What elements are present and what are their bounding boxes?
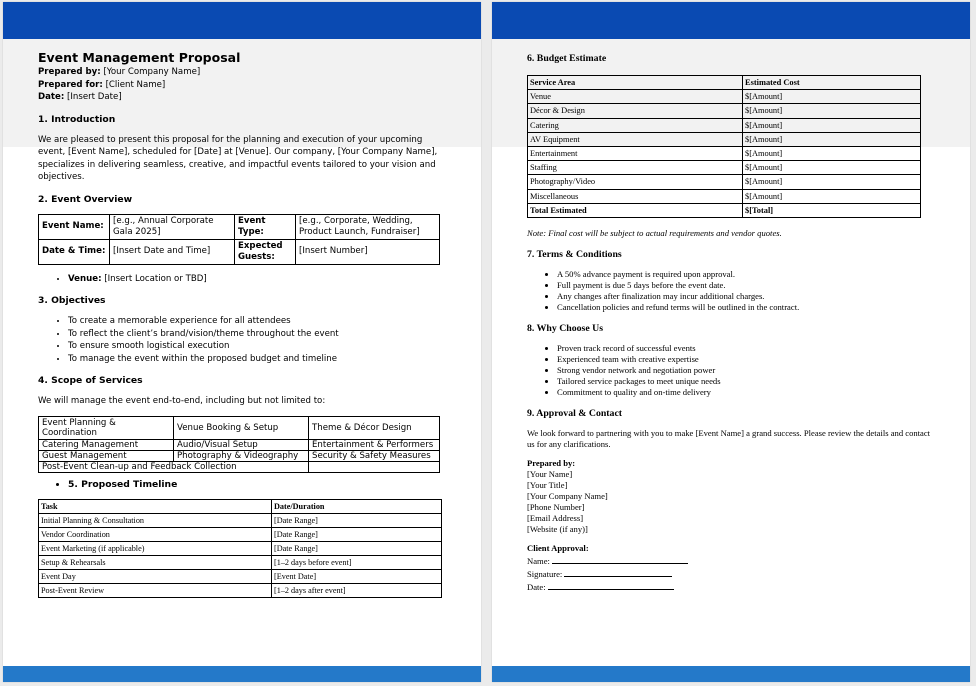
table-cell: Venue Booking & Setup [174, 416, 309, 439]
table-cell: [1–2 days after event] [272, 584, 442, 598]
table-row [528, 161, 921, 175]
table-cell: Catering [528, 118, 743, 132]
table-cell: Security & Safety Measures [309, 450, 440, 461]
column-header: Task [39, 500, 272, 514]
table-cell: [Date Range] [272, 514, 442, 528]
table-row [39, 239, 440, 264]
timeline-table [38, 499, 442, 598]
prepared-by-label: Prepared by: [527, 458, 576, 469]
table-cell: Entertainment [528, 147, 743, 161]
approval-paragraph: We look forward to partnering with you to make [Event Name] a grand success. Please review the details and contact us for any clarifications. [527, 428, 931, 450]
page-1-content [38, 50, 448, 598]
why-list [527, 343, 937, 398]
prepared-by-block [527, 458, 937, 535]
document-page-1 [3, 2, 481, 682]
date-time-label: Date & Time: [39, 239, 110, 264]
list-item: • Tailored service packages to meet unique needs [557, 376, 937, 387]
table-cell: [Date Range] [272, 528, 442, 542]
intro-heading: 1. Introduction [38, 113, 116, 125]
document-page-2 [492, 2, 970, 682]
table-cell: Venue [528, 90, 743, 104]
prepared-by-line: [Phone Number] [527, 502, 585, 513]
table-row [528, 118, 921, 132]
list-item: • Strong vendor network and negotiation power [557, 365, 937, 376]
table-header-row [39, 500, 442, 514]
table-cell [309, 461, 440, 472]
table-cell: Post-Event Review [39, 584, 272, 598]
table-cell: Miscellaneous [528, 189, 743, 203]
table-cell: Theme & Décor Design [309, 416, 440, 439]
prepared-by-line: [Your Company Name] [527, 491, 608, 502]
page-header-bar [3, 2, 481, 39]
table-row [39, 570, 442, 584]
document-title: Event Management Proposal [38, 50, 241, 65]
table-cell: Guest Management [39, 450, 174, 461]
table-cell: AV Equipment [528, 132, 743, 146]
event-type-value: [e.g., Corporate, Wedding, Product Launch, Fundraiser] [296, 214, 440, 239]
prepared-for-line: Prepared for: [Client Name] [38, 79, 166, 90]
table-row [528, 104, 921, 118]
timeline-heading-list [38, 479, 448, 492]
table-cell: Staffing [528, 161, 743, 175]
list-item: • Cancellation policies and refund terms will be outlined in the contract. [557, 302, 937, 313]
table-cell: $[Amount] [743, 147, 921, 161]
overview-heading: 2. Event Overview [38, 193, 133, 205]
budget-note: Note: Final cost will be subject to actual requirements and vendor quotes. [527, 228, 782, 239]
list-item: • A 50% advance payment is required upon approval. [557, 269, 937, 280]
objectives-heading: 3. Objectives [38, 295, 106, 306]
list-item: • To reflect the client’s brand/vision/theme throughout the event [68, 328, 448, 341]
timeline-heading: • 5. Proposed Timeline [68, 479, 448, 492]
column-header: Date/Duration [272, 500, 442, 514]
table-cell: Event Marketing (if applicable) [39, 542, 272, 556]
table-row [39, 584, 442, 598]
table-row [39, 450, 440, 461]
table-cell: $[Amount] [743, 90, 921, 104]
table-row [528, 132, 921, 146]
list-item: • To ensure smooth logistical execution [68, 340, 448, 353]
table-cell: $[Amount] [743, 189, 921, 203]
list-item: • Full payment is due 5 days before the event date. [557, 280, 937, 291]
event-name-label: Event Name: [39, 214, 110, 239]
name-line [552, 554, 688, 564]
intro-paragraph: We are pleased to present this proposal for the planning and execution of your upcoming event, [Event Name], scheduled for [Date] at [Venue]. Our company, [Your Company Name], specializes in delivering seamless, creative, and impactful events tailored to your vision and objectives. [38, 134, 438, 182]
page-footer-bar [492, 666, 970, 682]
venue-list [38, 273, 448, 286]
table-cell: $[Amount] [743, 118, 921, 132]
table-row [39, 556, 442, 570]
page-footer-bar [3, 666, 481, 682]
total-row [528, 203, 921, 217]
guests-label: Expected Guests: [235, 239, 296, 264]
table-cell: [Event Date] [272, 570, 442, 584]
guests-value: [Insert Number] [296, 239, 440, 264]
table-cell: $[Amount] [743, 161, 921, 175]
table-row [39, 439, 440, 450]
list-item: • Proven track record of successful events [557, 343, 937, 354]
column-header: Service Area [528, 76, 743, 90]
prepared-by-line: [Your Title] [527, 480, 568, 491]
list-item: • Any changes after finalization may incur additional charges. [557, 291, 937, 302]
terms-list [527, 269, 937, 313]
signature-line [564, 567, 672, 577]
event-type-label: Event Type: [235, 214, 296, 239]
table-cell: Catering Management [39, 439, 174, 450]
date-line: Date: [Insert Date] [38, 92, 122, 102]
table-row [39, 214, 440, 239]
table-row [528, 175, 921, 189]
table-cell: Vendor Coordination [39, 528, 272, 542]
table-cell: Photography/Video [528, 175, 743, 189]
budget-heading: 6. Budget Estimate [527, 53, 607, 64]
scope-heading: 4. Scope of Services [38, 375, 143, 386]
table-cell: Entertainment & Performers [309, 439, 440, 450]
table-cell: Event Day [39, 570, 272, 584]
prepared-by-line: [Email Address] [527, 513, 584, 524]
budget-table [527, 75, 921, 218]
name-field[interactable]: Name: [527, 554, 937, 567]
page-2-content [527, 53, 937, 593]
prepared-by-line: Prepared by: [Your Company Name] [38, 67, 201, 77]
list-item: • To manage the event within the proposed budget and timeline [68, 353, 448, 366]
table-row [528, 90, 921, 104]
why-heading: 8. Why Choose Us [527, 323, 604, 335]
table-cell: $[Total] [743, 203, 921, 217]
list-item: • Experienced team with creative expertise [557, 354, 937, 365]
table-cell: [1–2 days before event] [272, 556, 442, 570]
list-item: • Commitment to quality and on-time delivery [557, 387, 937, 398]
event-overview-table [38, 214, 440, 265]
table-row [39, 528, 442, 542]
table-cell: Initial Planning & Consultation [39, 514, 272, 528]
event-name-value: [e.g., Annual Corporate Gala 2025] [110, 214, 235, 239]
table-row [528, 189, 921, 203]
table-cell: Audio/Visual Setup [174, 439, 309, 450]
table-cell: Event Planning & Coordination [39, 416, 174, 439]
prepared-by-line: [Your Name] [527, 469, 573, 480]
objectives-list [38, 315, 448, 365]
table-row [39, 416, 440, 439]
terms-heading: 7. Terms & Conditions [527, 249, 622, 261]
table-cell: [Date Range] [272, 542, 442, 556]
client-approval-label: Client Approval: [527, 543, 589, 554]
list-item: • To create a memorable experience for all attendees [68, 315, 448, 328]
table-cell: Décor & Design [528, 104, 743, 118]
table-row [39, 542, 442, 556]
column-header: Estimated Cost [743, 76, 921, 90]
signature-field[interactable]: Signature: [527, 567, 937, 580]
date-time-value: [Insert Date and Time] [110, 239, 235, 264]
scope-table [38, 416, 440, 473]
table-cell: Setup & Rehearsals [39, 556, 272, 570]
client-approval-block [527, 543, 937, 593]
table-cell: $[Amount] [743, 175, 921, 189]
table-cell: Photography & Videography [174, 450, 309, 461]
venue-item: • Venue: [Insert Location or TBD] [68, 273, 448, 286]
approval-heading: 9. Approval & Contact [527, 408, 623, 420]
table-row [39, 514, 442, 528]
table-cell: Total Estimated [528, 203, 743, 217]
table-row [39, 461, 440, 472]
date-line [548, 580, 674, 590]
table-cell: $[Amount] [743, 104, 921, 118]
table-header-row [528, 76, 921, 90]
scope-intro: We will manage the event end-to-end, including but not limited to: [38, 396, 326, 406]
table-row [528, 147, 921, 161]
table-cell: Post-Event Clean-up and Feedback Collection [39, 461, 309, 472]
page-header-bar [492, 2, 970, 39]
prepared-by-line: [Website (if any)] [527, 524, 588, 535]
table-cell: $[Amount] [743, 132, 921, 146]
date-field[interactable]: Date: [527, 580, 937, 593]
